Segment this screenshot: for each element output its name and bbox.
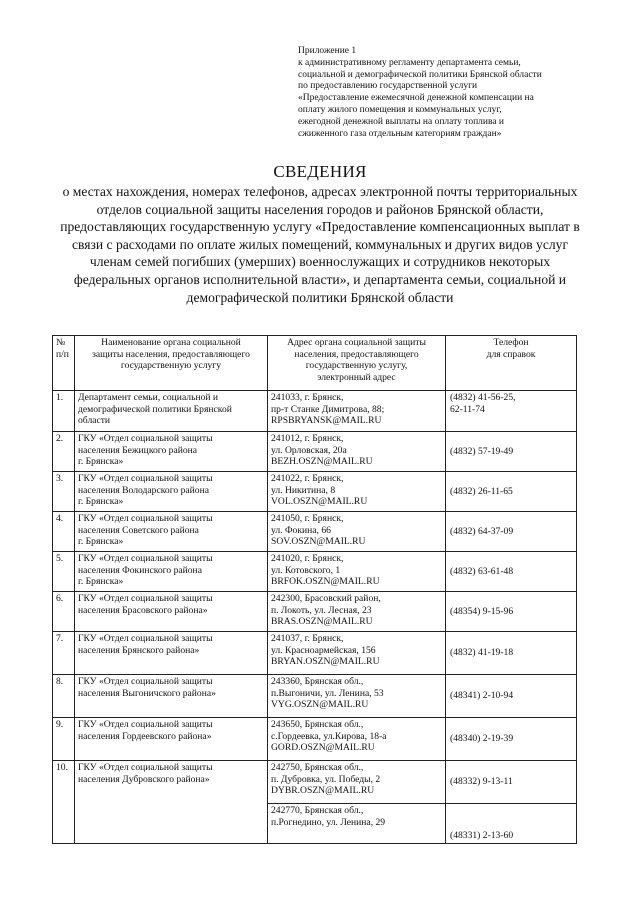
cell-line: г. Брянска» (78, 576, 124, 588)
cell-num: 4. (53, 512, 75, 552)
table-row (53, 432, 577, 472)
cell-addr (268, 718, 446, 761)
cell-addr (268, 391, 446, 432)
phone-number: (48332) 9-13-11 (450, 776, 513, 788)
cell-num: 8. (53, 675, 75, 718)
appendix-line: по предоставлению государственной услуги (298, 81, 478, 92)
cell-org (75, 512, 268, 552)
cell-line: ул. Орловская, 20а (271, 444, 347, 456)
cell-addr (268, 512, 446, 552)
cell-addr (268, 675, 446, 718)
cell-line: 242300, Брасовский район, (271, 593, 381, 604)
cell-line: п.Выгоничи, ул. Ленина, 53 (271, 687, 384, 699)
cell-phone (446, 804, 577, 844)
cell-phone (446, 592, 577, 632)
cell-line: г. Брянска» (78, 496, 124, 508)
cell-num: 6. (53, 592, 75, 632)
cell-phone (446, 632, 577, 675)
cell-org (75, 632, 268, 675)
cell-line: демографической политики Брянской (78, 403, 232, 415)
cell-phone (446, 432, 577, 472)
header-line: государственную услугу, (305, 360, 408, 372)
email-link[interactable]: BRYAN.OSZN@MAIL.RU (271, 656, 380, 668)
cell-addr (268, 804, 446, 844)
appendix-line: к административному регламенту департамента семьи, (298, 57, 521, 68)
cell-line: 241037, г. Брянск, (271, 633, 344, 644)
table-row (53, 552, 577, 592)
appendix-line: ежегодной денежной выплаты на оплату топлива и (298, 116, 505, 127)
email-link[interactable]: SOV.OSZN@MAIL.RU (271, 536, 366, 548)
cell-line: п. Локоть, ул. Лесная, 23 (271, 604, 372, 616)
cell-line: населения Бежицкого района (78, 444, 198, 456)
cell-phone (446, 472, 577, 512)
cell-addr (268, 761, 446, 804)
header-addr (268, 336, 446, 391)
header-line: населения, предоставляющего (294, 348, 419, 360)
offices-table (52, 335, 577, 844)
email-link[interactable]: BRAS.OSZN@MAIL.RU (271, 616, 373, 628)
phone-number: (4832) 26-11-65 (450, 485, 513, 497)
header-line: Телефон (493, 337, 529, 348)
cell-line: ул. Фокина, 66 (271, 524, 331, 536)
cell-org (75, 675, 268, 718)
cell-line: 243650, Брянская обл., (271, 719, 364, 730)
email-link[interactable]: GORD.OSZN@MAIL.RU (271, 742, 375, 754)
cell-num: 10. (53, 761, 75, 844)
cell-phone (446, 761, 577, 804)
table-row (53, 761, 577, 804)
cell-phone (446, 718, 577, 761)
cell-line: населения Володарского района (78, 484, 209, 496)
cell-line: населения Фокинского района (78, 564, 202, 576)
email-link[interactable]: VOL.OSZN@MAIL.RU (271, 496, 368, 508)
phone-number: (4832) 63-61-48 (450, 565, 514, 577)
cell-num: 9. (53, 718, 75, 761)
header-num (53, 336, 75, 391)
phone-number: (4832) 41-56-25, (450, 392, 516, 403)
cell-line: п. Дубровка, ул. Победы, 2 (271, 773, 381, 785)
cell-phone (446, 675, 577, 718)
cell-line: населения Советского района (78, 524, 199, 536)
cell-line: пр-т Станке Димитрова, 88; (271, 403, 385, 415)
appendix-line: социальной и демографической политики Брянской области (298, 69, 542, 80)
cell-addr (268, 472, 446, 512)
cell-line: 241020, г. Брянск, (271, 553, 344, 564)
header-org (75, 336, 268, 391)
phone-number: (4832) 41-19-18 (450, 647, 514, 659)
cell-addr (268, 592, 446, 632)
email-link[interactable]: VYG.OSZN@MAIL.RU (271, 699, 369, 711)
appendix-line: Приложение 1 (298, 46, 357, 56)
email-link[interactable]: BRFOK.OSZN@MAIL.RU (271, 576, 380, 588)
appendix-line: сжиженного газа отдельным категориям граждан» (298, 128, 502, 139)
header-line: № (56, 337, 66, 348)
email-link[interactable]: BEZH.OSZN@MAIL.RU (271, 456, 373, 468)
cell-line: ГКУ «Отдел социальной защиты (78, 633, 213, 644)
cell-line: 242770, Брянская обл., (271, 805, 364, 816)
table-row (53, 472, 577, 512)
cell-line: 243360, Брянская обл., (271, 676, 364, 687)
header-line: государственную услугу (120, 360, 222, 372)
cell-org (75, 718, 268, 761)
cell-line: населения Выгоничского района» (78, 687, 216, 699)
cell-org (75, 592, 268, 632)
cell-line: области (78, 415, 111, 427)
email-link[interactable]: DYBR.OSZN@MAIL.RU (271, 785, 375, 797)
phone-number: (48340) 2-19-39 (450, 733, 514, 745)
table-row (53, 632, 577, 675)
cell-line: г. Брянска» (78, 456, 124, 468)
cell-org (75, 761, 268, 844)
header-line: для справок (486, 348, 536, 360)
cell-line: ГКУ «Отдел социальной защиты (78, 676, 213, 687)
cell-num: 7. (53, 632, 75, 675)
table-row (53, 391, 577, 432)
cell-num: 5. (53, 552, 75, 592)
cell-addr (268, 432, 446, 472)
phone-number: 62-11-74 (450, 403, 485, 415)
cell-num: 1. (53, 391, 75, 432)
cell-org (75, 432, 268, 472)
cell-line: 242750, Брянская обл., (271, 762, 364, 773)
header-line: электронный адрес (317, 371, 396, 383)
table-row (53, 592, 577, 632)
appendix-line: «Предоставление ежемесячной денежной компенсации на (298, 93, 534, 104)
cell-line: населения Брасовского района» (78, 604, 208, 616)
cell-line: 241012, г. Брянск, (271, 433, 344, 444)
cell-line: с.Гордеевка, ул.Кирова, 18-а (271, 730, 387, 742)
cell-line: населения Гордеевского района» (78, 730, 212, 742)
cell-num: 2. (53, 432, 75, 472)
header-phone (446, 336, 577, 391)
table-header-row (53, 336, 577, 391)
page-title: СВЕДЕНИЯ (273, 162, 367, 181)
appendix-note (298, 46, 566, 140)
cell-phone (446, 512, 577, 552)
cell-line: 241033, г. Брянск, (271, 392, 344, 403)
table-row (53, 718, 577, 761)
cell-line: п.Рогнедино, ул. Ленина, 29 (271, 816, 386, 828)
phone-number: (48354) 9-15-96 (450, 605, 514, 617)
cell-line: ГКУ «Отдел социальной защиты (78, 433, 213, 444)
header-line: п/п (56, 348, 69, 360)
phone-number: (4832) 57-19-49 (450, 445, 514, 457)
cell-addr (268, 632, 446, 675)
cell-line: ГКУ «Отдел социальной защиты (78, 762, 213, 773)
cell-line: ГКУ «Отдел социальной защиты (78, 593, 213, 604)
cell-line: ГКУ «Отдел социальной защиты (78, 553, 213, 564)
cell-org (75, 552, 268, 592)
phone-number: (4832) 64-37-09 (450, 525, 514, 537)
cell-line: ГКУ «Отдел социальной защиты (78, 513, 213, 524)
cell-line: г. Брянска» (78, 536, 124, 548)
cell-num: 3. (53, 472, 75, 512)
cell-phone (446, 552, 577, 592)
cell-line: Департамент семьи, социальной и (78, 392, 219, 403)
cell-line: ГКУ «Отдел социальной защиты (78, 719, 213, 730)
phone-number: (48331) 2-13-60 (450, 830, 514, 842)
cell-line: 241022, г. Брянск, (271, 473, 344, 484)
email-link[interactable]: RPSBRYANSK@MAIL.RU (271, 415, 382, 427)
cell-org (75, 391, 268, 432)
table-row (53, 675, 577, 718)
cell-line: ул. Котовского, 1 (271, 564, 341, 576)
cell-phone (446, 391, 577, 432)
appendix-line: оплату жилого помещения и коммунальных услуг, (298, 104, 502, 115)
cell-line: 241050, г. Брянск, (271, 513, 344, 524)
cell-line: ул. Никитина, 8 (271, 484, 336, 496)
cell-org (75, 472, 268, 512)
cell-line: ГКУ «Отдел социальной защиты (78, 473, 213, 484)
cell-line: ул. Красноармейская, 156 (271, 644, 376, 656)
header-line: Адрес органа социальной защиты (287, 337, 426, 348)
header-line: защиты населения, предоставляющего (92, 348, 250, 360)
table-row (53, 512, 577, 552)
header-line: Наименование органа социальной (101, 337, 241, 348)
page-subtitle: о местах нахождения, номерах телефонов, адресах электронной почты территориальных отделов социальной защиты населения городов и районов Брянской области, предоставляющих государственную услугу «Предоставление компенсационных выплат в связи с расходами по оплате жилых помещений, коммунальных и других видов услуг членам семей погибших (умерших) военнослужащих и сотрудников некоторых федеральных органов исполнительной власти», и департамента семьи, социальной и демографической политики Брянской области (60, 184, 580, 305)
cell-line: населения Брянского района» (78, 644, 200, 656)
cell-line: населения Дубровского района» (78, 773, 210, 785)
cell-addr (268, 552, 446, 592)
phone-number: (48341) 2-10-94 (450, 690, 514, 702)
